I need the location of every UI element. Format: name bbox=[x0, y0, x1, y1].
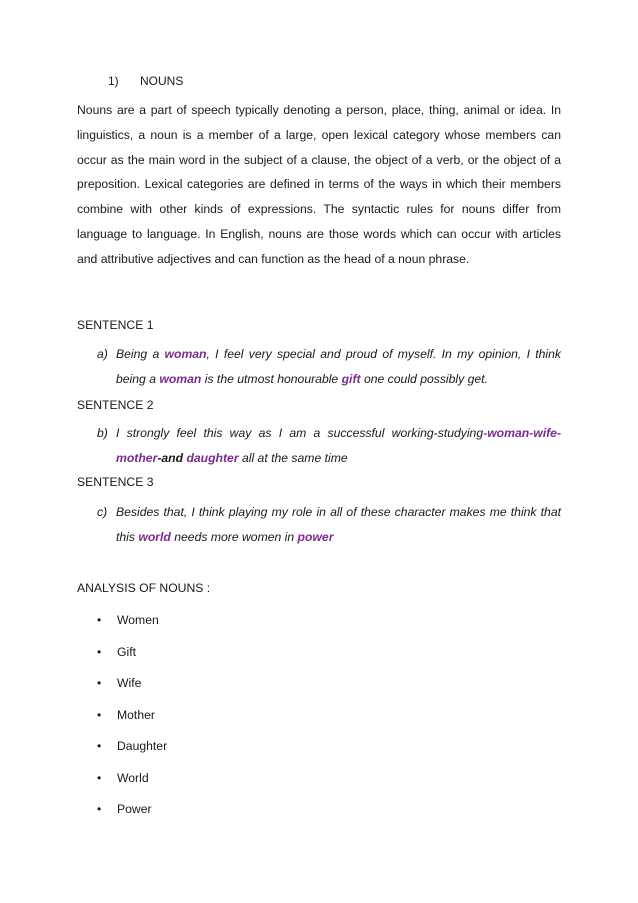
list-item-label: Daughter bbox=[117, 739, 168, 753]
bullet-icon: • bbox=[97, 802, 102, 816]
sentence-2-text bbox=[116, 421, 561, 471]
text-run: , I feel very special and proud of myself. In my opinion, I think being a bbox=[116, 347, 561, 386]
list-item-label: Power bbox=[117, 802, 152, 816]
heading-number: 1) bbox=[108, 74, 119, 88]
sentence-1-marker: a) bbox=[97, 347, 108, 361]
list-item bbox=[97, 799, 167, 831]
noun-highlight: world bbox=[138, 530, 171, 544]
list-item bbox=[97, 705, 167, 737]
sentence-3-text bbox=[116, 500, 561, 550]
analysis-list bbox=[97, 610, 167, 831]
analysis-title: ANALYSIS OF NOUNS : bbox=[77, 581, 211, 595]
noun-highlight: gift bbox=[341, 372, 361, 386]
bullet-icon: • bbox=[97, 613, 102, 627]
list-item bbox=[97, 610, 167, 642]
text-run: I strongly feel this way as I am a successful working-studying- bbox=[116, 426, 488, 440]
list-item-label: Women bbox=[117, 613, 159, 627]
sentence-3-item bbox=[97, 500, 561, 550]
sentence-1-text bbox=[116, 342, 561, 392]
bullet-icon: • bbox=[97, 707, 102, 722]
noun-highlight: daughter bbox=[186, 451, 239, 465]
sentence-2-title: SENTENCE 2 bbox=[77, 398, 154, 412]
section-heading bbox=[108, 74, 183, 88]
text-run: one could possibly get. bbox=[360, 372, 488, 386]
bullet-icon: • bbox=[97, 770, 102, 785]
text-run: - bbox=[556, 426, 561, 440]
text-run: - bbox=[529, 426, 534, 440]
list-item bbox=[97, 768, 167, 800]
text-run: needs more women in bbox=[170, 530, 298, 544]
text-run: is the utmost honourable bbox=[201, 372, 342, 386]
list-item-label: World bbox=[117, 770, 149, 785]
text-run: Besides that, I think playing my role in all of these character makes me think that this bbox=[116, 505, 561, 544]
list-item bbox=[97, 673, 167, 705]
bullet-icon: • bbox=[97, 676, 102, 690]
bullet-icon: • bbox=[97, 644, 102, 659]
noun-highlight: woman bbox=[159, 372, 202, 386]
list-item bbox=[97, 642, 167, 674]
noun-highlight: power bbox=[297, 530, 334, 544]
list-item-label: Mother bbox=[117, 707, 155, 722]
list-item-label: Gift bbox=[117, 644, 136, 659]
sentence-3-title: SENTENCE 3 bbox=[77, 475, 154, 489]
sentence-2-marker: b) bbox=[97, 426, 108, 440]
heading-title: NOUNS bbox=[140, 74, 184, 88]
noun-highlight: mother bbox=[116, 451, 158, 465]
sentence-1-title: SENTENCE 1 bbox=[77, 318, 154, 332]
text-run: -and bbox=[157, 451, 187, 465]
text-run: all at the same time bbox=[238, 451, 348, 465]
sentence-1-item bbox=[97, 342, 561, 392]
bullet-icon: • bbox=[97, 739, 102, 753]
intro-paragraph: Nouns are a part of speech typically denoting a person, place, thing, animal or idea. In linguistics, a noun is a member of a large, open lexical category whose members can occur as the main word in the subject of a clause, the object of a verb, or the object of a preposition. Lexical categories are defined in terms of the ways in which their members combine with other kinds of expressions. The syntactic rules for nouns differ from language to language. In English, nouns are those words which can occur with articles and attributive adjectives and can function as the head of a noun phrase. bbox=[77, 103, 561, 266]
noun-highlight: woman bbox=[164, 347, 207, 361]
list-item bbox=[97, 736, 167, 768]
sentence-3-marker: c) bbox=[97, 505, 108, 519]
noun-highlight: woman bbox=[487, 426, 530, 440]
sentence-2-item bbox=[97, 421, 561, 471]
list-item-label: Wife bbox=[117, 676, 142, 690]
noun-highlight: wife bbox=[533, 426, 557, 440]
text-run: Being a bbox=[116, 347, 165, 361]
